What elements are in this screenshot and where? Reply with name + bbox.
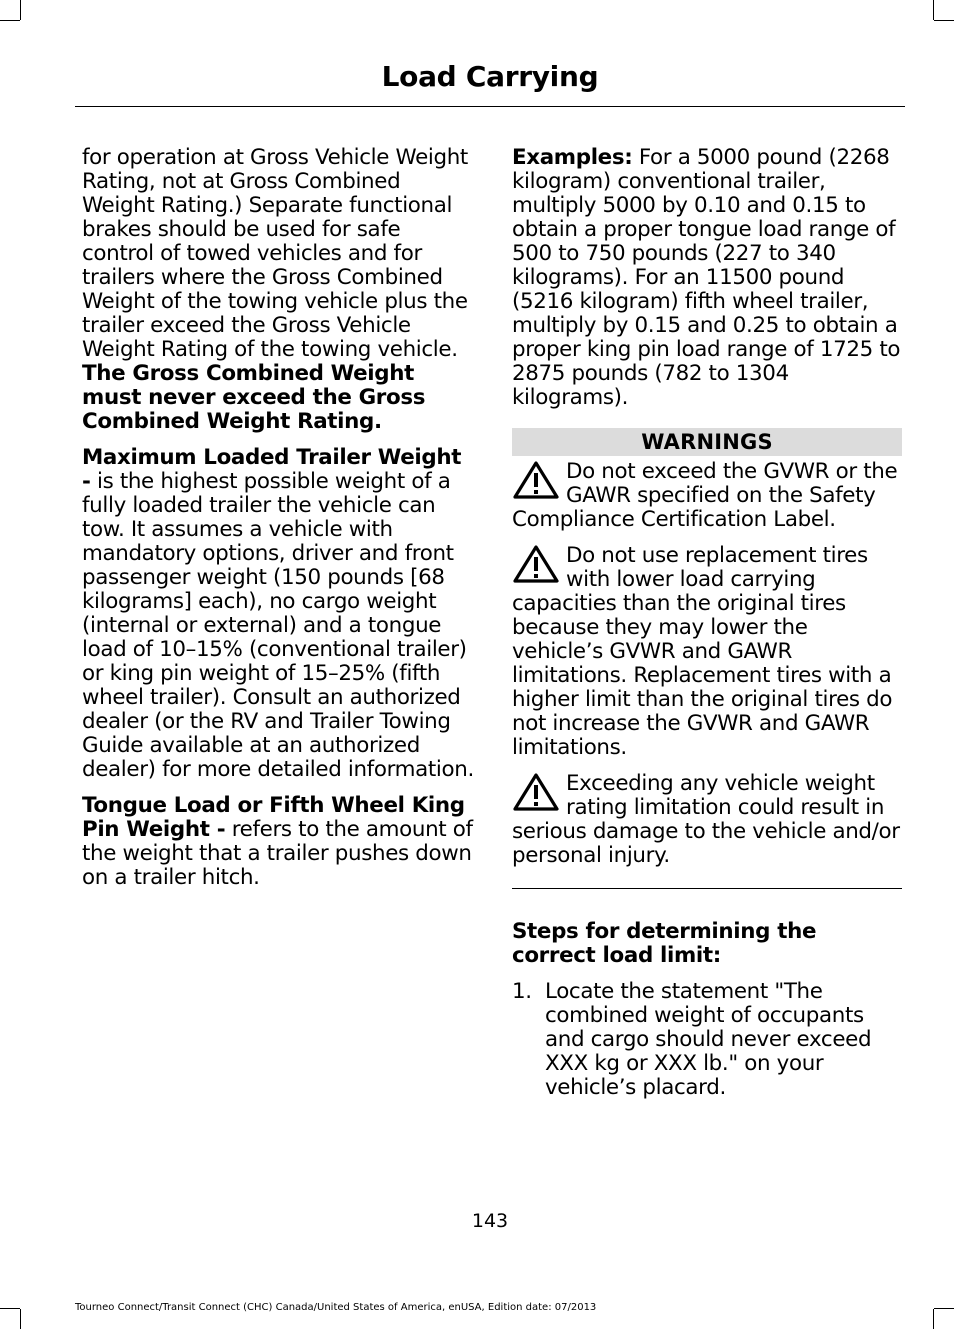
warning-item	[512, 460, 902, 532]
list-text: Locate the statement "The combined weight of occupants and cargo should never exceed XXX kg or XXX lb." on your vehicle’s placard.	[545, 979, 872, 1100]
warning-item	[512, 772, 902, 868]
crop-mark	[933, 1309, 934, 1329]
crop-mark	[20, 1309, 21, 1329]
warning-text: Do not exceed the GVWR or the GAWR specified on the Safety Compliance Certification Label.	[512, 459, 898, 532]
list-item	[512, 980, 902, 1100]
warning-item	[512, 544, 902, 760]
crop-mark	[0, 20, 20, 21]
crop-mark	[934, 1308, 954, 1309]
crop-mark	[20, 0, 21, 20]
gross-weight-paragraph: for operation at Gross Vehicle Weight Rating, not at Gross Combined Weight Rating.) Separate functional brakes should be used for safe control of towed vehicles and for trailers where the Gross Combined Weight of the towing vehicle plus the trailer exceed the Gross Vehicle Weight Rating of the towing vehicle. The Gross Combined Weight must never exceed the Gross Combined Weight Rating.	[82, 145, 468, 434]
tongue-load-paragraph: Tongue Load or Fifth Wheel King Pin Weight - refers to the amount of the weight that a trailer pushes down on a trailer hitch.	[82, 793, 473, 890]
right-column	[512, 146, 902, 1100]
footer-edition: Tourneo Connect/Transit Connect (CHC) Canada/United States of America, enUSA, Edition date: 07/2013	[75, 1302, 597, 1313]
max-loaded-trailer-paragraph: Maximum Loaded Trailer Weight - is the highest possible weight of a fully loaded trailer the vehicle can tow. It assumes a vehicle with mandatory options, driver and front passenger weight (150 pounds [68 kilograms] each), no cargo weight (internal or external) and a tongue load of 10–15% (conventional trailer) or king pin weight of 15–25% (fifth wheel trailer). Consult an authorized dealer (or the RV and Trailer Towing Guide available at an authorized dealer) for more detailed information.	[82, 445, 474, 782]
crop-mark	[933, 0, 934, 20]
page-number: 143	[471, 1210, 509, 1232]
warning-text: Exceeding any vehicle weight rating limitation could result in serious damage to the vehicle and/or personal injury.	[512, 771, 900, 868]
list-number: 1.	[512, 979, 532, 1004]
crop-mark	[0, 1308, 20, 1309]
warning-triangle-icon	[512, 544, 560, 584]
warnings-heading: WARNINGS	[512, 428, 902, 456]
examples-paragraph: Examples: For a 5000 pound (2268 kilogram) conventional trailer, multiply 5000 by 0.10 and 0.15 to obtain a proper tongue load range of 500 to 750 pounds (227 to 340 kilograms). For an 11500 pound (5216 kilogram) fifth wheel trailer, multiply by 0.15 and 0.25 to obtain a proper king pin load range of 1725 to 2875 pounds (782 to 1304 kilograms).	[512, 145, 901, 410]
warning-triangle-icon	[512, 772, 560, 812]
title-rule	[75, 106, 905, 107]
left-column	[82, 146, 474, 890]
warning-text: Do not use replacement tires with lower load carrying capacities than the original tires because they may lower the vehicle’s GVWR and GAWR limitations. Replacement tires with a higher limit than the original tires do not increase the GVWR and GAWR limitations.	[512, 543, 893, 760]
steps-heading: Steps for determining the correct load limit:	[512, 919, 817, 968]
crop-mark	[934, 20, 954, 21]
page-title: Load Carrying	[381, 60, 599, 93]
warning-triangle-icon	[512, 460, 560, 500]
